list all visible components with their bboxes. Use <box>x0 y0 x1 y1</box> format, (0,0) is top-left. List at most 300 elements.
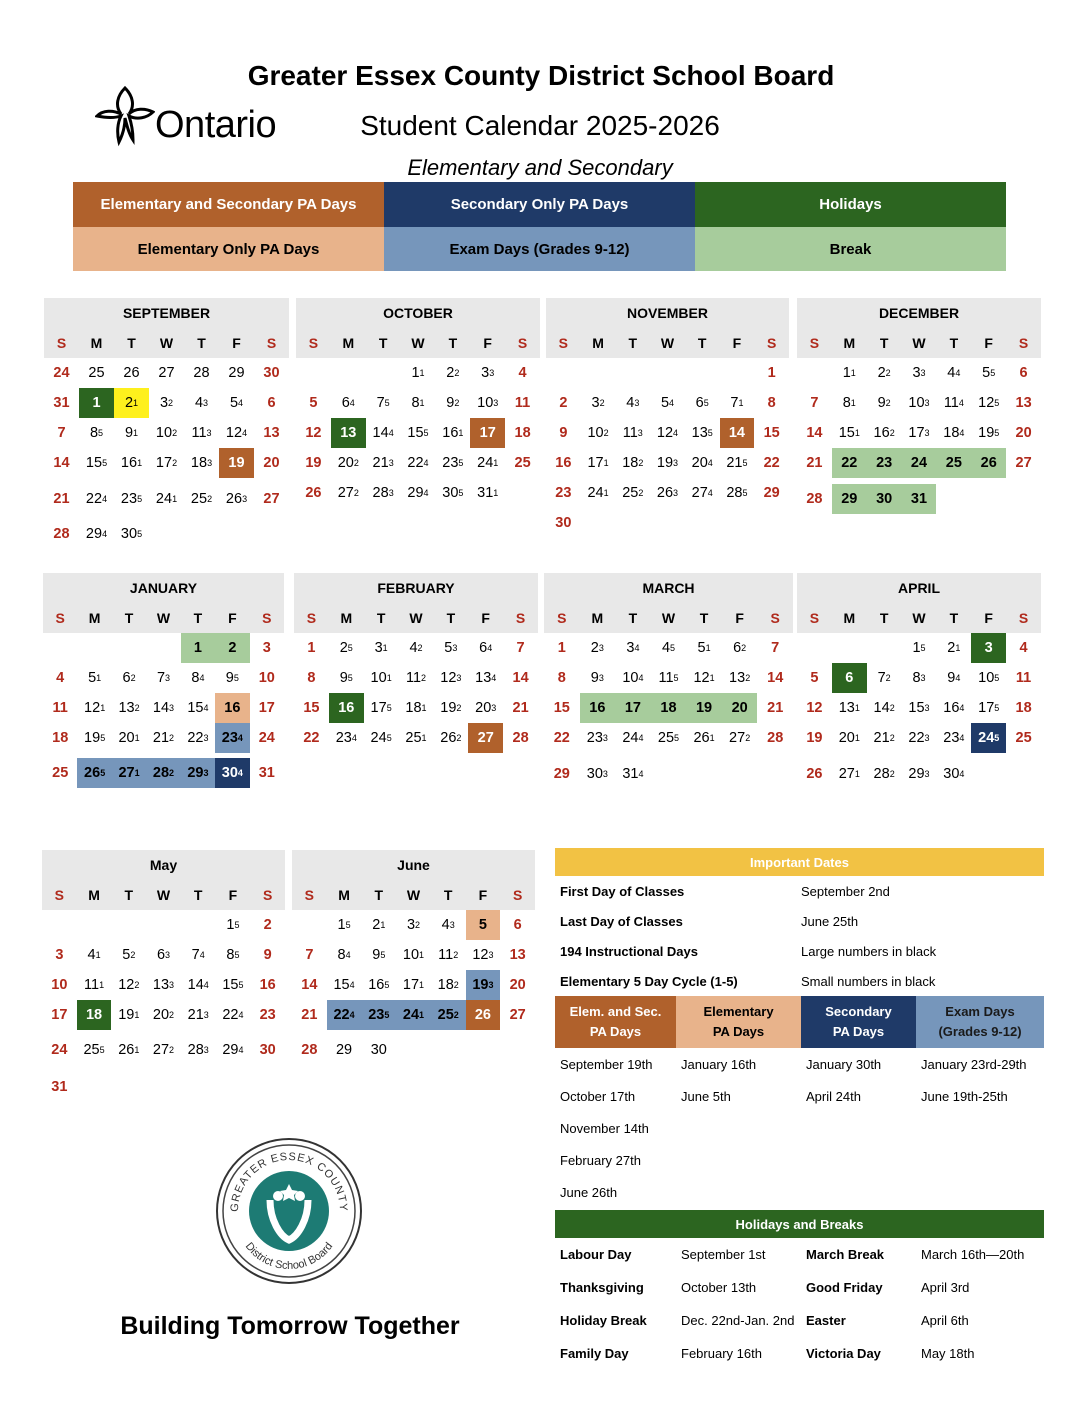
day-cell: 2 <box>215 633 249 663</box>
day-cell: 25 5 <box>83 1042 105 1058</box>
week-row <box>797 388 1041 418</box>
month-name: JANUARY <box>43 573 284 603</box>
day-cell: 25 2 <box>622 485 644 501</box>
week-row <box>43 663 284 693</box>
day-cell: 30 4 <box>943 766 965 782</box>
day-cell: 15 4 <box>187 700 209 716</box>
empty-cell <box>581 508 616 538</box>
day-cell: 8 5 <box>226 947 240 963</box>
day-cell: 10 1 <box>402 947 425 963</box>
weekday-label: F <box>466 880 501 910</box>
seal-emblem-icon <box>218 1140 360 1282</box>
weekday-label: T <box>433 603 468 633</box>
day-cell: 31 <box>258 765 275 781</box>
holidays-header: Holidays and Breaks <box>555 1210 1044 1238</box>
day-cell: 24 <box>53 365 70 381</box>
weekday-label: M <box>580 603 616 633</box>
day-cell: 14 3 <box>152 700 175 716</box>
empty-cell <box>146 633 180 663</box>
day-cell: 13 <box>509 947 526 963</box>
day-cell: 9 <box>263 947 272 963</box>
holiday-cell: Victoria Day <box>806 1346 881 1361</box>
weekday-label: S <box>503 603 538 633</box>
day-cell: 29 3 <box>181 758 215 788</box>
week-row <box>544 723 793 753</box>
day-cell: 27 1 <box>838 766 860 782</box>
day-cell: 7 5 <box>376 395 390 411</box>
weekday-label: S <box>254 328 289 358</box>
day-cell: 4 2 <box>409 640 423 656</box>
day-cell: 14 <box>53 455 70 471</box>
holiday-cell: Easter <box>806 1313 846 1328</box>
weekday-header <box>294 603 538 633</box>
day-cell: 10 3 <box>908 395 930 411</box>
empty-cell <box>181 910 216 940</box>
day-cell: 11 4 <box>943 395 964 411</box>
weekday-label: S <box>250 603 284 633</box>
week-row <box>42 940 285 970</box>
week-row <box>294 633 538 663</box>
weekday-header <box>43 603 284 633</box>
logo-wordmark: Ontario <box>155 104 277 146</box>
day-cell: 22 4 <box>407 455 429 471</box>
week-row <box>296 358 540 388</box>
weekday-label: T <box>615 328 650 358</box>
day-cell: 23 <box>555 485 572 501</box>
empty-cell <box>466 1035 501 1065</box>
empty-cell <box>686 759 722 789</box>
day-cell: 26 <box>971 448 1006 478</box>
week-row <box>43 633 284 663</box>
day-cell: 6 5 <box>695 395 709 411</box>
pa-header-elem-sec: Elem. and Sec. PA Days <box>555 996 676 1048</box>
day-cell: 29 <box>763 485 780 501</box>
weekday-label: T <box>615 603 651 633</box>
weekday-label: S <box>754 328 789 358</box>
day-cell: 12 5 <box>978 395 1000 411</box>
day-cell: 22 <box>303 730 320 746</box>
day-cell: 15 <box>303 700 320 716</box>
day-cell: 6 <box>267 395 276 411</box>
month-march <box>544 573 793 789</box>
day-cell: 29 <box>335 1042 353 1058</box>
day-cell: 14 <box>767 670 784 686</box>
day-cell: 28 2 <box>146 758 180 788</box>
day-cell: 1 <box>79 388 114 418</box>
day-cell: 17 <box>51 1007 68 1023</box>
day-cell: 25 2 <box>431 1000 466 1030</box>
weekday-label: S <box>294 603 329 633</box>
month-april <box>797 573 1041 789</box>
week-row <box>544 663 793 693</box>
day-cell: 6 2 <box>122 670 136 686</box>
week-row <box>546 358 789 388</box>
holiday-row <box>555 1271 1044 1304</box>
weekday-label: W <box>146 603 180 633</box>
day-cell: 12 4 <box>225 425 248 441</box>
day-cell: 24 <box>258 730 275 746</box>
day-cell: 21 <box>512 700 529 716</box>
week-row <box>296 418 540 448</box>
empty-cell <box>77 910 112 940</box>
day-cell: 31 <box>902 484 937 514</box>
empty-cell <box>757 759 793 789</box>
day-cell: 5 4 <box>660 395 675 411</box>
day-cell: 21 3 <box>187 1007 209 1023</box>
day-cell: 5 4 <box>229 395 244 411</box>
empty-cell <box>149 519 184 549</box>
important-date-row <box>555 906 1044 936</box>
weekday-label: W <box>651 603 687 633</box>
weekday-label: T <box>936 603 971 633</box>
empty-cell <box>254 519 289 549</box>
empty-cell <box>111 910 146 940</box>
pa-day-row <box>555 1080 1044 1112</box>
day-cell: 26 1 <box>693 730 715 746</box>
weekday-label: T <box>181 880 216 910</box>
weekday-label: T <box>867 328 902 358</box>
day-cell: 20 <box>722 693 758 723</box>
day-cell: 29 <box>832 484 867 514</box>
pa-day-cell: April 24th <box>806 1088 861 1104</box>
weekday-label: T <box>184 328 219 358</box>
day-cell: 2 1 <box>947 640 961 656</box>
empty-cell <box>366 358 401 388</box>
weekday-label: T <box>435 328 470 358</box>
empty-cell <box>722 759 758 789</box>
page-subsubtitle: Elementary and Secondary <box>407 155 673 180</box>
day-cell: 11 <box>1015 670 1032 686</box>
day-cell: 17 <box>615 693 651 723</box>
day-cell: 9 5 <box>225 670 239 686</box>
weekday-label: F <box>720 328 755 358</box>
day-cell: 3 3 <box>481 365 495 381</box>
day-cell: 4 5 <box>661 640 676 656</box>
day-cell: 18 <box>52 730 69 746</box>
day-cell: 15 <box>763 425 780 441</box>
empty-cell <box>146 1072 181 1102</box>
day-cell: 26 <box>806 766 823 782</box>
day-cell: 3 <box>262 640 271 656</box>
day-cell: 20 2 <box>152 1007 175 1023</box>
empty-cell <box>331 358 366 388</box>
weekday-label: T <box>114 328 149 358</box>
day-cell: 2 2 <box>877 365 891 381</box>
holiday-row <box>555 1304 1044 1337</box>
important-date-row <box>555 876 1044 906</box>
legend-secondary-pa: Secondary Only PA Days <box>384 182 695 227</box>
week-row <box>294 723 538 753</box>
weekday-label: W <box>399 603 434 633</box>
empty-cell <box>216 1072 251 1102</box>
month-name: DECEMBER <box>797 298 1041 328</box>
holiday-cell: May 18th <box>921 1346 975 1361</box>
day-cell: 16 <box>259 977 276 993</box>
day-cell: 9 4 <box>947 670 961 686</box>
weekday-label: S <box>43 603 77 633</box>
day-cell: 21 2 <box>152 730 175 746</box>
empty-cell <box>971 484 1006 514</box>
day-cell: 7 3 <box>156 670 171 686</box>
page-subtitle: Student Calendar 2025-2026 <box>360 110 720 141</box>
day-cell: 9 <box>559 425 568 441</box>
weekday-label: T <box>112 603 146 633</box>
day-cell: 31 1 <box>477 485 499 501</box>
week-row <box>292 940 535 970</box>
week-row <box>544 693 793 723</box>
weekday-label: S <box>44 328 79 358</box>
pa-day-row <box>555 1176 1044 1208</box>
day-cell: 21 5 <box>726 455 748 471</box>
day-cell: 1 <box>767 365 776 381</box>
pa-header-elementary: Elementary PA Days <box>676 996 801 1048</box>
day-cell: 12 <box>806 700 823 716</box>
day-cell: 30 4 <box>215 758 249 788</box>
day-cell: 11 3 <box>191 425 212 441</box>
weekday-label: S <box>1006 328 1041 358</box>
day-cell: 20 <box>1015 425 1032 441</box>
pa-day-cell: January 30th <box>806 1056 882 1072</box>
month-name: OCTOBER <box>296 298 540 328</box>
day-cell: 7 <box>771 640 780 656</box>
day-cell: 14 <box>301 977 318 993</box>
weekday-header <box>546 328 789 358</box>
day-cell: 25 <box>88 365 105 381</box>
month-september <box>44 298 289 549</box>
day-cell: 27 <box>509 1007 526 1023</box>
week-row <box>44 484 289 514</box>
day-cell: 25 2 <box>190 491 213 507</box>
day-cell: 26 <box>123 365 140 381</box>
month-name: June <box>292 850 535 880</box>
month-name: SEPTEMBER <box>44 298 289 328</box>
holiday-row <box>555 1337 1044 1370</box>
day-cell: 19 5 <box>84 730 106 746</box>
day-cell: 24 <box>902 448 937 478</box>
weekday-label: T <box>685 328 720 358</box>
month-name: NOVEMBER <box>546 298 789 328</box>
day-cell: 1 1 <box>411 365 425 381</box>
weekday-label: T <box>364 603 399 633</box>
day-cell: 28 5 <box>726 485 748 501</box>
day-cell: 17 5 <box>370 700 392 716</box>
day-cell: 13 2 <box>729 670 751 686</box>
day-cell: 25 1 <box>405 730 427 746</box>
week-row <box>797 633 1041 663</box>
day-cell: 7 1 <box>730 395 744 411</box>
day-cell: 5 2 <box>122 947 136 963</box>
day-cell: 24 1 <box>477 455 499 471</box>
important-date-label: Elementary 5 Day Cycle (1-5) <box>560 973 738 989</box>
day-cell: 8 <box>767 395 776 411</box>
empty-cell <box>42 910 77 940</box>
day-cell: 3 <box>55 947 64 963</box>
weekday-label: T <box>867 603 902 633</box>
day-cell: 2 3 <box>590 640 604 656</box>
weekday-label: S <box>544 603 580 633</box>
day-cell: 2 <box>559 395 568 411</box>
day-cell: 5 <box>810 670 819 686</box>
week-row <box>44 418 289 448</box>
day-cell: 28 3 <box>187 1042 209 1058</box>
day-cell: 30 3 <box>586 766 608 782</box>
empty-cell <box>581 358 616 388</box>
day-cell: 19 3 <box>466 970 501 1000</box>
weekday-label: F <box>470 328 505 358</box>
day-cell: 27 <box>158 365 175 381</box>
day-cell: 4 4 <box>947 365 961 381</box>
day-cell: 1 1 <box>842 365 856 381</box>
empty-cell <box>615 358 650 388</box>
day-cell: 24 4 <box>622 730 644 746</box>
day-cell: 17 5 <box>978 700 1000 716</box>
empty-cell <box>500 1035 535 1065</box>
week-row <box>43 758 284 788</box>
weekday-label: S <box>797 603 832 633</box>
week-row <box>546 508 789 538</box>
day-cell: 14 2 <box>873 700 895 716</box>
day-cell: 19 <box>806 730 823 746</box>
weekday-header <box>797 603 1041 633</box>
pa-header-secondary: Secondary PA Days <box>801 996 916 1048</box>
weekday-label: M <box>832 328 867 358</box>
week-row <box>292 1000 535 1030</box>
pa-day-row <box>555 1144 1044 1176</box>
day-cell: 6 2 <box>733 640 747 656</box>
week-row <box>546 478 789 508</box>
day-cell: 12 1 <box>84 700 106 716</box>
day-cell: 3 3 <box>912 365 926 381</box>
empty-cell <box>867 633 902 663</box>
empty-cell <box>431 1035 466 1065</box>
day-cell: 15 5 <box>222 977 244 993</box>
weekday-label: S <box>546 328 581 358</box>
weekday-label: M <box>79 328 114 358</box>
day-cell: 24 <box>51 1042 68 1058</box>
week-row <box>546 388 789 418</box>
day-cell: 26 <box>466 1000 501 1030</box>
week-row <box>797 663 1041 693</box>
day-cell: 5 <box>466 910 501 940</box>
day-cell: 12 3 <box>440 670 462 686</box>
empty-cell <box>685 358 720 388</box>
day-cell: 1 5 <box>226 917 240 933</box>
day-cell: 28 <box>806 491 823 507</box>
day-cell: 23 4 <box>335 730 357 746</box>
weekday-label: F <box>468 603 503 633</box>
day-cell: 10 1 <box>370 670 392 686</box>
weekday-label: W <box>396 880 431 910</box>
day-cell: 24 5 <box>370 730 392 746</box>
day-cell: 4 <box>56 670 65 686</box>
important-date-row <box>555 936 1044 966</box>
day-cell: 24 5 <box>971 723 1006 753</box>
day-cell: 28 <box>193 365 210 381</box>
week-row <box>44 448 289 478</box>
day-cell: 11 2 <box>405 670 427 686</box>
day-cell: 21 <box>53 491 70 507</box>
month-june <box>292 850 535 1065</box>
empty-cell <box>650 358 685 388</box>
day-cell: 29 3 <box>908 766 930 782</box>
weekday-label: M <box>329 603 364 633</box>
holiday-cell: March Break <box>806 1247 885 1262</box>
important-date-label: First Day of Classes <box>560 883 685 899</box>
day-cell: 20 <box>263 455 280 471</box>
day-cell: 6 4 <box>479 640 493 656</box>
day-cell: 23 4 <box>943 730 965 746</box>
day-cell: 16 5 <box>368 977 390 993</box>
seal-bottom-text: District School Board <box>242 1240 336 1273</box>
day-cell: 2 <box>263 917 272 933</box>
day-cell: 18 2 <box>622 455 644 471</box>
weekday-label: F <box>971 328 1006 358</box>
month-name: MARCH <box>544 573 793 603</box>
week-row <box>544 633 793 663</box>
weekday-label: W <box>902 603 937 633</box>
day-cell: 12 2 <box>118 977 140 993</box>
day-cell: 6 <box>1019 365 1028 381</box>
empty-cell <box>77 633 111 663</box>
week-row <box>44 388 289 418</box>
weekday-label: S <box>250 880 285 910</box>
day-cell: 8 4 <box>191 670 205 686</box>
month-name: APRIL <box>797 573 1041 603</box>
weekday-label: W <box>149 328 184 358</box>
day-cell: 11 2 <box>438 947 459 963</box>
important-date-label: 194 Instructional Days <box>560 943 698 959</box>
day-cell: 28 <box>512 730 529 746</box>
day-cell: 30 5 <box>120 526 143 542</box>
important-date-value: June 25th <box>801 913 859 929</box>
day-cell: 8 1 <box>411 395 425 411</box>
day-cell: 11 1 <box>84 977 105 993</box>
day-cell: 22 4 <box>222 1007 244 1023</box>
day-cell: 27 <box>263 491 280 507</box>
week-row <box>797 448 1041 478</box>
school-board-seal <box>216 1138 362 1284</box>
day-cell: 16 4 <box>943 700 965 716</box>
legend-elementary-pa: Elementary Only PA Days <box>73 227 384 271</box>
empty-cell <box>77 1072 112 1102</box>
day-cell: 16 <box>329 693 364 723</box>
month-february <box>294 573 538 753</box>
week-row <box>292 970 535 1000</box>
day-cell: 6 4 <box>341 395 355 411</box>
day-cell: 31 <box>53 395 70 411</box>
day-cell: 5 1 <box>697 640 711 656</box>
day-cell: 22 <box>553 730 570 746</box>
day-cell: 3 <box>971 633 1006 663</box>
day-cell: 8 <box>307 670 316 686</box>
day-cell: 24 1 <box>587 485 609 501</box>
important-dates-header: Important Dates <box>555 848 1044 876</box>
day-cell: 12 4 <box>656 425 679 441</box>
empty-cell <box>720 358 755 388</box>
day-cell: 3 2 <box>591 395 605 411</box>
day-cell: 19 1 <box>118 1007 140 1023</box>
day-cell: 8 5 <box>89 425 104 441</box>
day-cell: 9 1 <box>124 425 139 441</box>
week-row <box>44 519 289 549</box>
week-row <box>546 448 789 478</box>
day-cell: 1 5 <box>912 640 926 656</box>
day-cell: 25 5 <box>657 730 680 746</box>
holiday-row <box>555 1238 1044 1271</box>
day-cell: 4 3 <box>441 917 455 933</box>
empty-cell <box>685 508 720 538</box>
day-cell: 23 5 <box>442 455 464 471</box>
